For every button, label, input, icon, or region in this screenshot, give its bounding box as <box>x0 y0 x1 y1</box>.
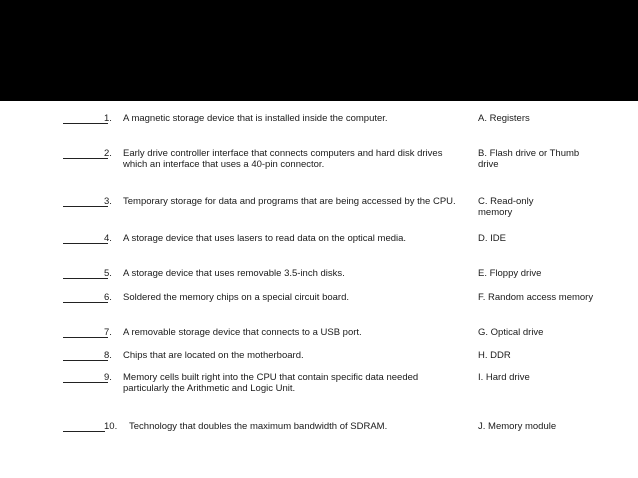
answer-blank[interactable] <box>63 421 105 432</box>
question-number: 1. <box>104 113 112 124</box>
question-text: Early drive controller interface that connects computers and hard disk drives which an interface that uses a 40-pin connector. <box>123 148 443 171</box>
worksheet <box>0 101 638 478</box>
question-number: 8. <box>104 350 112 361</box>
answer-blank[interactable] <box>63 196 108 207</box>
question-number: 4. <box>104 233 112 244</box>
answer-blank[interactable] <box>63 292 108 303</box>
answer-option: A. Registers <box>478 113 530 124</box>
answer-blank[interactable] <box>63 350 108 361</box>
question-text: A storage device that uses removable 3.5-inch disks. <box>123 268 345 279</box>
question-text: Memory cells built right into the CPU that contain specific data needed particularly the Arithmetic and Logic Unit. <box>123 372 419 395</box>
question-number: 10. <box>104 421 118 432</box>
question-text: A removable storage device that connects to a USB port. <box>123 327 362 338</box>
question-text: Technology that doubles the maximum bandwidth of SDRAM. <box>129 421 388 432</box>
answer-option: H. DDR <box>478 350 511 361</box>
answer-option: J. Memory module <box>478 421 557 432</box>
question-number: 2. <box>104 148 112 159</box>
answer-option: E. Floppy drive <box>478 268 542 279</box>
answer-blank[interactable] <box>63 268 108 279</box>
answer-blank[interactable] <box>63 372 108 383</box>
answer-option: B. Flash drive or Thumb drive <box>478 148 580 171</box>
answer-option: D. IDE <box>478 233 506 244</box>
answer-option: I. Hard drive <box>478 372 530 383</box>
answer-blank[interactable] <box>63 233 108 244</box>
answer-option: G. Optical drive <box>478 327 544 338</box>
answer-blank[interactable] <box>63 148 108 159</box>
question-text: Soldered the memory chips on a special circuit board. <box>123 292 350 303</box>
question-text: A magnetic storage device that is installed inside the computer. <box>123 113 388 124</box>
question-number: 7. <box>104 327 112 338</box>
answer-blank[interactable] <box>63 113 108 124</box>
question-number: 6. <box>104 292 112 303</box>
answer-blank[interactable] <box>63 327 108 338</box>
question-text: A storage device that uses lasers to read data on the optical media. <box>123 233 407 244</box>
answer-option: F. Random access memory <box>478 292 594 303</box>
answer-option: C. Read-only memory <box>478 196 534 219</box>
question-text: Temporary storage for data and programs that are being accessed by the CPU. <box>123 196 456 207</box>
question-number: 9. <box>104 372 112 383</box>
question-number: 3. <box>104 196 112 207</box>
question-number: 5. <box>104 268 112 279</box>
top-black-band <box>0 0 638 101</box>
question-text: Chips that are located on the motherboard. <box>123 350 304 361</box>
